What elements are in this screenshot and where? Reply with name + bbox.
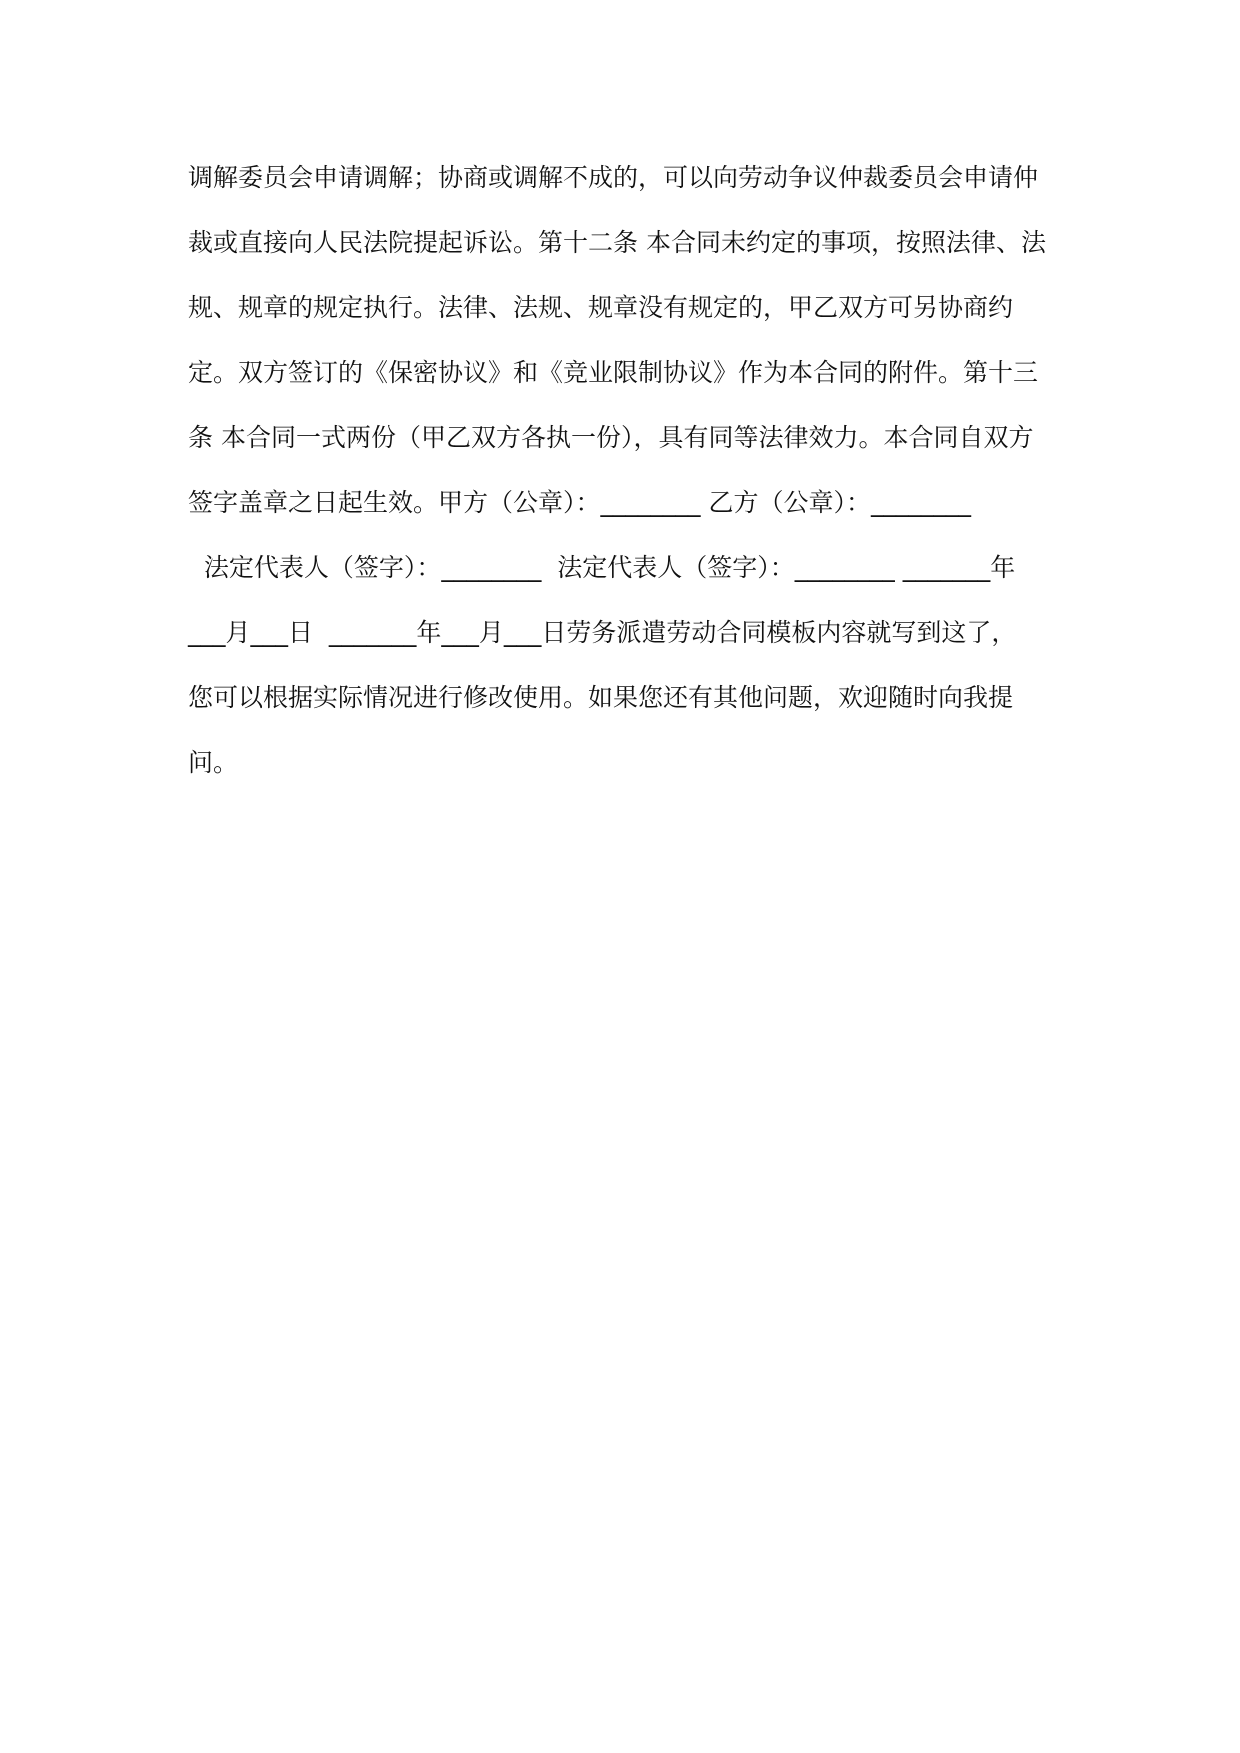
text-line: 问。 (188, 748, 239, 777)
text-line: 调解委员会申请调解；协商或调解不成的，可以向劳动争议仲裁委员会申请仲 (188, 163, 1039, 192)
text-line: 条 本合同一式两份（甲乙双方各执一份），具有同等法律效力。本合同自双方 (188, 423, 1034, 452)
signature-line-representative: 法定代表人（签字）：________ 法定代表人（签字）：________ _______年 (188, 553, 1016, 582)
text-line: 规、规章的规定执行。法律、法规、规章没有规定的，甲乙双方可另协商约 (188, 293, 1014, 322)
document-body (188, 158, 1062, 808)
text-line: 您可以根据实际情况进行修改使用。如果您还有其他问题，欢迎随时向我提 (188, 683, 1014, 712)
signature-line-seal: 签字盖章之日起生效。甲方（公章）：________ 乙方（公章）：________ (188, 488, 971, 517)
text-line: 定。双方签订的《保密协议》和《竞业限制协议》作为本合同的附件。第十三 (188, 358, 1039, 387)
date-line: ___月___日 _______年___月___日劳务派遣劳动合同模板内容就写到这了， (188, 618, 1017, 647)
text-line: 裁或直接向人民法院提起诉讼。第十二条 本合同未约定的事项，按照法律、法 (188, 228, 1046, 257)
